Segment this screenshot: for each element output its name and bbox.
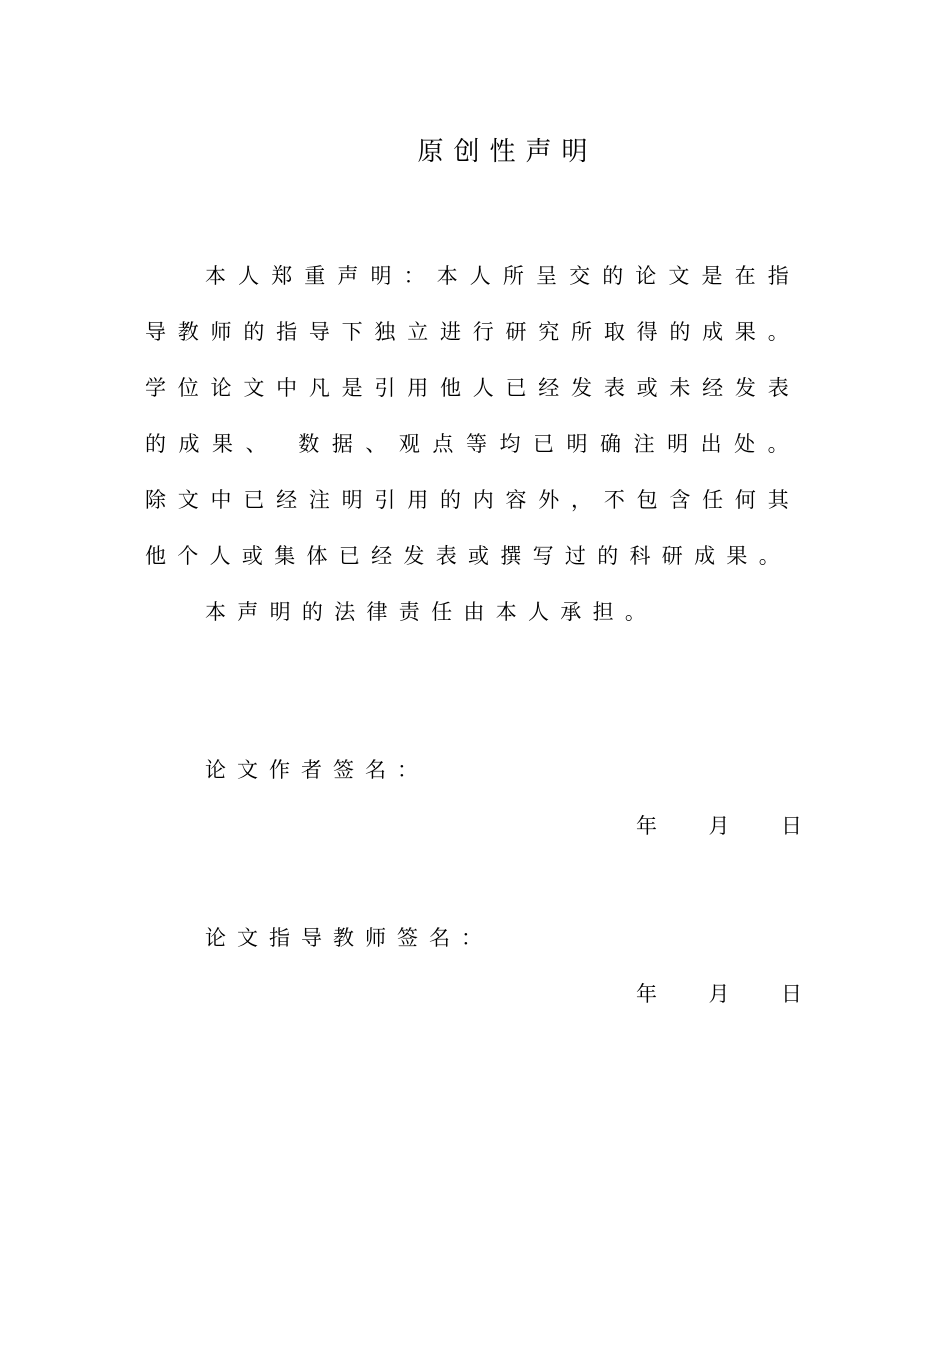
page-title: 原创性声明 (417, 137, 598, 167)
date-day-label: 日 (781, 982, 802, 1006)
date-month-label: 月 (708, 982, 730, 1006)
advisor-signature-label: 论文指导教师签名： (205, 926, 493, 950)
responsibility-paragraph: 本声明的法律责任由本人承担。 (205, 600, 658, 624)
date-month-label: 月 (708, 814, 730, 838)
author-signature-label: 论文作者签名： (205, 758, 429, 782)
author-signature-date (636, 811, 802, 841)
advisor-signature-date (636, 979, 802, 1009)
date-year-label: 年 (636, 982, 657, 1006)
date-day-label: 日 (781, 814, 802, 838)
declaration-body (145, 248, 800, 640)
declaration-paragraph: 本人郑重声明：本人所呈交的论文是在指导教师的指导下独立进行研究所取得的成果。学位论文中凡是引用他人已经发表或未经发表的成果、 数据、观点等均已明确注明出处。除文中已经注明引用的内容外，不包含任何其他个人或集体已经发表或撰写过的科研成果。 (145, 264, 800, 568)
date-year-label: 年 (636, 814, 657, 838)
